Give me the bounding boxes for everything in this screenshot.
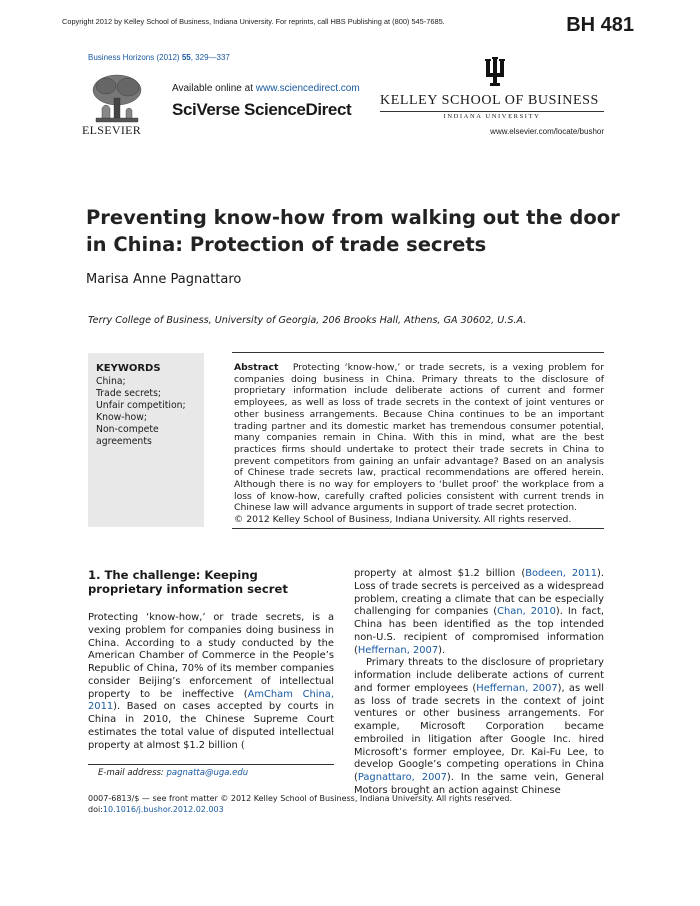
available-label: Available online at [172, 83, 256, 94]
sciencedirect-link[interactable]: www.sciencedirect.com [255, 83, 360, 94]
availability-line [172, 83, 360, 94]
keywords-list [96, 376, 188, 448]
abstract [234, 362, 604, 526]
doi-link[interactable]: 10.1016/j.bushor.2012.02.003 [102, 805, 224, 814]
abstract-top-rule [232, 352, 604, 353]
front-matter-line: 0007-6813/$ — see front matter © 2012 Kelley School of Business, Indiana University. All rights reserved. [88, 794, 513, 803]
citation-link[interactable]: Pagnattaro, 2007 [357, 772, 447, 783]
keyword-item: Unfair competition; [96, 400, 186, 411]
body-text: ). Based on cases accepted by courts in China in 2010, the Chinese Supreme Court estimates the total value of disputed intellectual property at almost $1.2 billion ( [88, 701, 334, 751]
kelley-school-name: KELLEY SCHOOL OF BUSINESS [380, 93, 599, 108]
iu-trident-logo [484, 57, 506, 87]
author-email-footnote [98, 768, 248, 778]
keyword-item: China; [96, 376, 126, 387]
body-text: ), as well as loss of trade secrets in the context of joint ventures or other business arrangements. For example, Microsoft Corporation became embroiled in litigation after Google Inc. hired Microsoft’s former employee, Dr. Kai-Fu Lee, to develop Google’s competing operations in China ( [354, 682, 604, 783]
doi-line [88, 804, 512, 815]
email-label: E-mail address: [98, 768, 167, 778]
body-text: Protecting ‘know-how,’ or trade secrets, is a vexing problem for companies doing business in China. According to a study conducted by the American Chamber of Commerce in the People’s Republic of China, 70% of its member companies consider Beijing’s enforcement of intellectual property to be ineffective ( [88, 612, 334, 700]
keyword-item: Non-compete agreements [96, 424, 159, 447]
sciverse-logo: SciVerse ScienceDirect [172, 100, 352, 119]
journal-citation[interactable] [88, 53, 230, 62]
keywords-heading: KEYWORDS [96, 363, 161, 374]
article-author: Marisa Anne Pagnattaro [86, 272, 242, 287]
citation-link[interactable]: AmCham China, 2011 [88, 688, 335, 713]
citation-link[interactable]: Heffernan, 2007 [476, 682, 558, 694]
abstract-label: Abstract [234, 362, 279, 373]
abstract-text: Protecting ‘know-how,’ or trade secrets, is a vexing problem for companies doing business in China. Primary threats to the disclosure of proprietary information include deliberate actions of current and former employees, as well as loss of trade secrets in the context of joint ventures or other business arrangements. Because China continues to be an important trading partner and its domestic market has tremendous consumer potential, many companies remain in China. With this in mind, what are the best practices firms should undertake to protect their trade secrets in China to prevent competitors from gaining an unfair advantage? Based on an analysis of Chinese trade secrets law, practical recommendations are offered herein. Although there is no way for employers to ‘bullet proof’ the workplace from a loss of know-how, carefully crafted policies consistent with current trends in Chinese law will advance arguments in support of trade secret protection. [234, 362, 605, 514]
journal-url[interactable]: www.elsevier.com/locate/bushor [490, 127, 604, 136]
keyword-item: Trade secrets; [96, 388, 162, 399]
page-footer [88, 793, 512, 815]
citation-link[interactable]: Chan, 2010 [497, 606, 556, 618]
copyright-notice: Copyright 2012 by Kelley School of Business, Indiana University. For reprints, call HBS Publishing at (800) 545-7685. [62, 17, 445, 26]
elsevier-wordmark: ELSEVIER [82, 123, 142, 137]
doi-label: doi: [88, 805, 103, 814]
citation-link[interactable]: Heffernan, 2007 [357, 644, 439, 656]
elsevier-tree-logo [88, 72, 146, 124]
document-code: BH 481 [566, 14, 634, 36]
keyword-item: Know-how; [96, 412, 147, 423]
journal-pages: , 329—337 [190, 53, 230, 62]
body-column-right [354, 568, 604, 798]
kelley-divider [380, 111, 604, 112]
indiana-university-name: INDIANA UNIVERSITY [443, 113, 541, 120]
abstract-bottom-rule [232, 528, 604, 529]
body-column-left [88, 612, 334, 752]
journal-volume: 55 [181, 53, 191, 62]
paragraph [354, 657, 604, 797]
body-text: ). In the same vein, General Motors brought an action against Chinese [354, 772, 604, 796]
section-heading: 1. The challenge: Keeping proprietary information secret [88, 568, 288, 596]
abstract-copyright: © 2012 Kelley School of Business, Indiana University. All rights reserved. [234, 514, 572, 526]
author-affiliation: Terry College of Business, University of Georgia, 206 Brooks Hall, Athens, GA 30602, U.S.A. [88, 315, 527, 326]
article-title: Preventing know-how from walking out the door in China: Protection of trade secrets [86, 206, 620, 256]
body-text: Primary threats to the disclosure of proprietary information include deliberate actions of current and former employees ( [354, 657, 604, 694]
email-link[interactable]: pagnatta@uga.edu [166, 768, 249, 778]
paragraph-continued: property at almost $1.2 billion (Bodeen, 2011). Loss of trade secrets is perceived as a widespread problem, creating a climate that can be especially challenging for companies (Chan, 2010). In fact, China has been identified as the top intended non-U.S. recipient of compromised information (Heffernan, 2007). [354, 568, 604, 656]
journal-name: Business Horizons (2012) [88, 53, 182, 62]
footnote-rule [88, 764, 334, 765]
citation-link[interactable]: Bodeen, 2011 [525, 568, 597, 579]
